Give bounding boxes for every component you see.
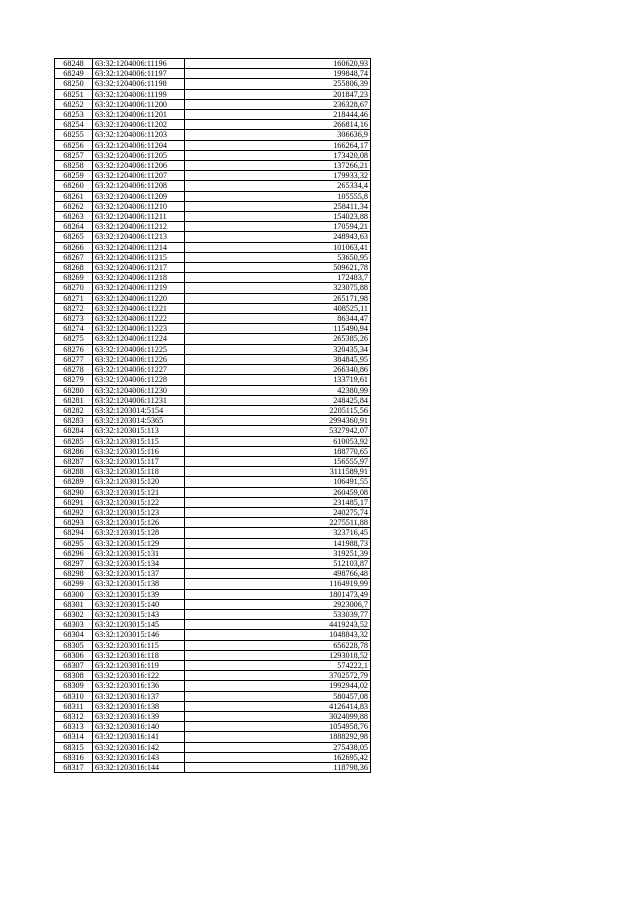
- row-number-cell: 68271: [55, 293, 93, 303]
- cadastral-number-cell: 63:32:1203016:138: [93, 701, 185, 711]
- value-cell: 265171,98: [185, 293, 371, 303]
- cadastral-number-cell: 63:32:1203015:131: [93, 548, 185, 558]
- cadastral-number-cell: 63:32:1204006:11215: [93, 252, 185, 262]
- table-row: [55, 518, 371, 528]
- value-cell: 1054958,76: [185, 722, 371, 732]
- row-number-cell: 68269: [55, 273, 93, 283]
- row-number-cell: 68307: [55, 660, 93, 670]
- table-row: [55, 324, 371, 334]
- cadastral-number-cell: 63:32:1204006:11203: [93, 130, 185, 140]
- table-row: [55, 263, 371, 273]
- row-number-cell: 68248: [55, 59, 93, 69]
- row-number-cell: 68283: [55, 416, 93, 426]
- value-cell: 4419243,52: [185, 620, 371, 630]
- cadastral-number-cell: 63:32:1203016:122: [93, 671, 185, 681]
- cadastral-number-cell: 63:32:1204006:11225: [93, 344, 185, 354]
- value-cell: 574222,1: [185, 660, 371, 670]
- cadastral-number-cell: 63:32:1204006:11210: [93, 201, 185, 211]
- cadastral-number-cell: 63:32:1204006:11204: [93, 140, 185, 150]
- cadastral-number-cell: 63:32:1203015:146: [93, 630, 185, 640]
- value-cell: 105555,8: [185, 191, 371, 201]
- cadastral-number-cell: 63:32:1204006:11200: [93, 99, 185, 109]
- cadastral-number-cell: 63:32:1203016:136: [93, 681, 185, 691]
- row-number-cell: 68268: [55, 263, 93, 273]
- value-cell: 3024099,88: [185, 712, 371, 722]
- value-cell: 266340,86: [185, 365, 371, 375]
- table-row: [55, 232, 371, 242]
- row-number-cell: 68249: [55, 69, 93, 79]
- cadastral-number-cell: 63:32:1203016:142: [93, 742, 185, 752]
- row-number-cell: 68280: [55, 385, 93, 395]
- row-number-cell: 68291: [55, 497, 93, 507]
- value-cell: 533039,77: [185, 609, 371, 619]
- value-cell: 53650,95: [185, 252, 371, 262]
- value-cell: 231485,17: [185, 497, 371, 507]
- cadastral-number-cell: 63:32:1203016:119: [93, 660, 185, 670]
- table-row: [55, 558, 371, 568]
- cadastral-number-cell: 63:32:1204006:11213: [93, 232, 185, 242]
- cadastral-number-cell: 63:32:1203015:134: [93, 558, 185, 568]
- value-cell: 265334,4: [185, 181, 371, 191]
- value-cell: 248425,84: [185, 395, 371, 405]
- cadastral-number-cell: 63:32:1203015:126: [93, 518, 185, 528]
- row-number-cell: 68278: [55, 365, 93, 375]
- row-number-cell: 68265: [55, 232, 93, 242]
- value-cell: 101063,41: [185, 242, 371, 252]
- table-row: [55, 395, 371, 405]
- value-cell: 255806,39: [185, 79, 371, 89]
- data-table: [54, 58, 371, 773]
- row-number-cell: 68279: [55, 375, 93, 385]
- table-row: [55, 691, 371, 701]
- row-number-cell: 68263: [55, 212, 93, 222]
- table-row: [55, 579, 371, 589]
- value-cell: 199848,74: [185, 69, 371, 79]
- row-number-cell: 68293: [55, 518, 93, 528]
- table-row: [55, 763, 371, 773]
- value-cell: 320435,34: [185, 344, 371, 354]
- table-row: [55, 354, 371, 364]
- cadastral-number-cell: 63:32:1204006:11224: [93, 334, 185, 344]
- cadastral-number-cell: 63:32:1203015:122: [93, 497, 185, 507]
- value-cell: 179933,32: [185, 171, 371, 181]
- table-row: [55, 273, 371, 283]
- cadastral-number-cell: 63:32:1204006:11211: [93, 212, 185, 222]
- value-cell: 498766,48: [185, 569, 371, 579]
- cadastral-number-cell: 63:32:1204006:11230: [93, 385, 185, 395]
- value-cell: 2923006,7: [185, 599, 371, 609]
- cadastral-number-cell: 63:32:1204006:11202: [93, 120, 185, 130]
- row-number-cell: 68286: [55, 446, 93, 456]
- table-row: [55, 385, 371, 395]
- row-number-cell: 68288: [55, 467, 93, 477]
- cadastral-number-cell: 63:32:1203015:113: [93, 426, 185, 436]
- cadastral-number-cell: 63:32:1204006:11196: [93, 59, 185, 69]
- table-row: [55, 293, 371, 303]
- row-number-cell: 68317: [55, 763, 93, 773]
- cadastral-number-cell: 63:32:1204006:11219: [93, 283, 185, 293]
- row-number-cell: 68285: [55, 436, 93, 446]
- value-cell: 2205115,56: [185, 405, 371, 415]
- value-cell: 2275511,88: [185, 518, 371, 528]
- row-number-cell: 68308: [55, 671, 93, 681]
- value-cell: 258411,34: [185, 201, 371, 211]
- cadastral-number-cell: 63:32:1204006:11214: [93, 242, 185, 252]
- table-row: [55, 671, 371, 681]
- row-number-cell: 68297: [55, 558, 93, 568]
- value-cell: 1164919,99: [185, 579, 371, 589]
- cadastral-number-cell: 63:32:1203016:137: [93, 691, 185, 701]
- table-row: [55, 650, 371, 660]
- row-number-cell: 68270: [55, 283, 93, 293]
- row-number-cell: 68295: [55, 538, 93, 548]
- table-row: [55, 283, 371, 293]
- cadastral-number-cell: 63:32:1203016:118: [93, 650, 185, 660]
- table-row: [55, 630, 371, 640]
- value-cell: 162695,42: [185, 752, 371, 762]
- row-number-cell: 68281: [55, 395, 93, 405]
- value-cell: 106491,55: [185, 477, 371, 487]
- table-row: [55, 732, 371, 742]
- cadastral-number-cell: 63:32:1203016:139: [93, 712, 185, 722]
- table-row: [55, 130, 371, 140]
- table-row: [55, 609, 371, 619]
- value-cell: 306636,9: [185, 130, 371, 140]
- value-cell: 408525,11: [185, 303, 371, 313]
- cadastral-number-cell: 63:32:1204006:11231: [93, 395, 185, 405]
- row-number-cell: 68276: [55, 344, 93, 354]
- row-number-cell: 68316: [55, 752, 93, 762]
- table-row: [55, 446, 371, 456]
- value-cell: 1992944,02: [185, 681, 371, 691]
- table-row: [55, 314, 371, 324]
- table-row: [55, 252, 371, 262]
- row-number-cell: 68272: [55, 303, 93, 313]
- cadastral-number-cell: 63:32:1204006:11220: [93, 293, 185, 303]
- table-row: [55, 150, 371, 160]
- cadastral-number-cell: 63:32:1203015:137: [93, 569, 185, 579]
- value-cell: 1293018,52: [185, 650, 371, 660]
- cadastral-number-cell: 63:32:1204006:11209: [93, 191, 185, 201]
- row-number-cell: 68312: [55, 712, 93, 722]
- row-number-cell: 68315: [55, 742, 93, 752]
- value-cell: 115490,94: [185, 324, 371, 334]
- cadastral-number-cell: 63:32:1203015:128: [93, 528, 185, 538]
- cadastral-number-cell: 63:32:1203016:143: [93, 752, 185, 762]
- value-cell: 3702572,79: [185, 671, 371, 681]
- table-row: [55, 528, 371, 538]
- row-number-cell: 68282: [55, 405, 93, 415]
- row-number-cell: 68253: [55, 110, 93, 120]
- table-row: [55, 660, 371, 670]
- value-cell: 580457,08: [185, 691, 371, 701]
- table-row: [55, 477, 371, 487]
- cadastral-number-cell: 63:32:1204006:11227: [93, 365, 185, 375]
- table-row: [55, 497, 371, 507]
- row-number-cell: 68314: [55, 732, 93, 742]
- table-row: [55, 712, 371, 722]
- cadastral-number-cell: 63:32:1203016:144: [93, 763, 185, 773]
- table-row: [55, 436, 371, 446]
- value-cell: 141988,73: [185, 538, 371, 548]
- table-row: [55, 365, 371, 375]
- value-cell: 201847,23: [185, 89, 371, 99]
- cadastral-number-cell: 63:32:1203016:141: [93, 732, 185, 742]
- row-number-cell: 68256: [55, 140, 93, 150]
- row-number-cell: 68284: [55, 426, 93, 436]
- cadastral-number-cell: 63:32:1204006:11207: [93, 171, 185, 181]
- table-row: [55, 742, 371, 752]
- row-number-cell: 68302: [55, 609, 93, 619]
- cadastral-number-cell: 63:32:1203015:145: [93, 620, 185, 630]
- cadastral-number-cell: 63:32:1204006:11208: [93, 181, 185, 191]
- table-row: [55, 640, 371, 650]
- table-row: [55, 171, 371, 181]
- row-number-cell: 68289: [55, 477, 93, 487]
- table-row: [55, 589, 371, 599]
- table-row: [55, 548, 371, 558]
- table-row: [55, 344, 371, 354]
- row-number-cell: 68274: [55, 324, 93, 334]
- cadastral-number-cell: 63:32:1204006:11228: [93, 375, 185, 385]
- table-row: [55, 59, 371, 69]
- row-number-cell: 68299: [55, 579, 93, 589]
- table-row: [55, 201, 371, 211]
- value-cell: 133719,61: [185, 375, 371, 385]
- value-cell: 172483,7: [185, 273, 371, 283]
- table-row: [55, 242, 371, 252]
- cadastral-number-cell: 63:32:1204006:11199: [93, 89, 185, 99]
- value-cell: 218444,46: [185, 110, 371, 120]
- table-row: [55, 569, 371, 579]
- row-number-cell: 68294: [55, 528, 93, 538]
- value-cell: 42380,99: [185, 385, 371, 395]
- row-number-cell: 68310: [55, 691, 93, 701]
- cadastral-number-cell: 63:32:1203015:123: [93, 507, 185, 517]
- row-number-cell: 68287: [55, 456, 93, 466]
- cadastral-number-cell: 63:32:1203015:118: [93, 467, 185, 477]
- value-cell: 240275,74: [185, 507, 371, 517]
- cadastral-number-cell: 63:32:1204006:11198: [93, 79, 185, 89]
- row-number-cell: 68255: [55, 130, 93, 140]
- value-cell: 154023,88: [185, 212, 371, 222]
- cadastral-number-cell: 63:32:1203015:129: [93, 538, 185, 548]
- cadastral-number-cell: 63:32:1203015:121: [93, 487, 185, 497]
- row-number-cell: 68304: [55, 630, 93, 640]
- cadastral-number-cell: 63:32:1203015:143: [93, 609, 185, 619]
- table-row: [55, 416, 371, 426]
- value-cell: 188770,65: [185, 446, 371, 456]
- table-row: [55, 507, 371, 517]
- row-number-cell: 68309: [55, 681, 93, 691]
- cadastral-number-cell: 63:32:1203015:120: [93, 477, 185, 487]
- value-cell: 170594,21: [185, 222, 371, 232]
- value-cell: 5327942,07: [185, 426, 371, 436]
- table-row: [55, 487, 371, 497]
- row-number-cell: 68264: [55, 222, 93, 232]
- cadastral-number-cell: 63:32:1203014:5154: [93, 405, 185, 415]
- row-number-cell: 68303: [55, 620, 93, 630]
- cadastral-number-cell: 63:32:1203015:116: [93, 446, 185, 456]
- value-cell: 509621,78: [185, 263, 371, 273]
- cadastral-number-cell: 63:32:1203015:117: [93, 456, 185, 466]
- cadastral-number-cell: 63:32:1204006:11223: [93, 324, 185, 334]
- value-cell: 137266,21: [185, 161, 371, 171]
- table-row: [55, 120, 371, 130]
- cadastral-number-cell: 63:32:1203015:139: [93, 589, 185, 599]
- cadastral-number-cell: 63:32:1204006:11206: [93, 161, 185, 171]
- cadastral-number-cell: 63:32:1204006:11217: [93, 263, 185, 273]
- value-cell: 266814,16: [185, 120, 371, 130]
- row-number-cell: 68313: [55, 722, 93, 732]
- value-cell: 265385,26: [185, 334, 371, 344]
- cadastral-number-cell: 63:32:1204006:11201: [93, 110, 185, 120]
- value-cell: 118798,36: [185, 763, 371, 773]
- value-cell: 1048843,32: [185, 630, 371, 640]
- cadastral-number-cell: 63:32:1203015:138: [93, 579, 185, 589]
- table-row: [55, 456, 371, 466]
- table-row: [55, 161, 371, 171]
- value-cell: 323075,88: [185, 283, 371, 293]
- row-number-cell: 68290: [55, 487, 93, 497]
- cadastral-number-cell: 63:32:1203015:115: [93, 436, 185, 446]
- row-number-cell: 68258: [55, 161, 93, 171]
- row-number-cell: 68260: [55, 181, 93, 191]
- cadastral-number-cell: 63:32:1204006:11222: [93, 314, 185, 324]
- table-row: [55, 69, 371, 79]
- row-number-cell: 68250: [55, 79, 93, 89]
- row-number-cell: 68298: [55, 569, 93, 579]
- row-number-cell: 68301: [55, 599, 93, 609]
- value-cell: 86344,47: [185, 314, 371, 324]
- table-row: [55, 620, 371, 630]
- row-number-cell: 68292: [55, 507, 93, 517]
- table-row: [55, 375, 371, 385]
- value-cell: 166264,17: [185, 140, 371, 150]
- value-cell: 160620,93: [185, 59, 371, 69]
- row-number-cell: 68252: [55, 99, 93, 109]
- row-number-cell: 68306: [55, 650, 93, 660]
- table-row: [55, 99, 371, 109]
- table-row: [55, 426, 371, 436]
- value-cell: 3111589,91: [185, 467, 371, 477]
- value-cell: 156555,97: [185, 456, 371, 466]
- value-cell: 2994360,91: [185, 416, 371, 426]
- table-row: [55, 538, 371, 548]
- row-number-cell: 68296: [55, 548, 93, 558]
- value-cell: 610053,92: [185, 436, 371, 446]
- table-row: [55, 191, 371, 201]
- row-number-cell: 68261: [55, 191, 93, 201]
- table-row: [55, 222, 371, 232]
- table-row: [55, 140, 371, 150]
- value-cell: 4126414,83: [185, 701, 371, 711]
- row-number-cell: 68251: [55, 89, 93, 99]
- cadastral-number-cell: 63:32:1203015:140: [93, 599, 185, 609]
- row-number-cell: 68275: [55, 334, 93, 344]
- row-number-cell: 68267: [55, 252, 93, 262]
- row-number-cell: 68277: [55, 354, 93, 364]
- value-cell: 512103,87: [185, 558, 371, 568]
- value-cell: 260459,08: [185, 487, 371, 497]
- table-row: [55, 303, 371, 313]
- table-row: [55, 722, 371, 732]
- value-cell: 236328,67: [185, 99, 371, 109]
- value-cell: 1801473,49: [185, 589, 371, 599]
- row-number-cell: 68266: [55, 242, 93, 252]
- value-cell: 323716,45: [185, 528, 371, 538]
- table-row: [55, 212, 371, 222]
- value-cell: 248943,63: [185, 232, 371, 242]
- table-row: [55, 110, 371, 120]
- row-number-cell: 68254: [55, 120, 93, 130]
- value-cell: 656228,78: [185, 640, 371, 650]
- cadastral-number-cell: 63:32:1203014:5365: [93, 416, 185, 426]
- cadastral-number-cell: 63:32:1204006:11205: [93, 150, 185, 160]
- value-cell: 1888292,98: [185, 732, 371, 742]
- row-number-cell: 68300: [55, 589, 93, 599]
- table-row: [55, 89, 371, 99]
- table-row: [55, 181, 371, 191]
- row-number-cell: 68273: [55, 314, 93, 324]
- table-body: [55, 59, 371, 773]
- row-number-cell: 68262: [55, 201, 93, 211]
- row-number-cell: 68259: [55, 171, 93, 181]
- table-row: [55, 79, 371, 89]
- value-cell: 275438,05: [185, 742, 371, 752]
- row-number-cell: 68311: [55, 701, 93, 711]
- row-number-cell: 68305: [55, 640, 93, 650]
- table-row: [55, 334, 371, 344]
- table-row: [55, 467, 371, 477]
- table-row: [55, 405, 371, 415]
- table-row: [55, 599, 371, 609]
- table-row: [55, 681, 371, 691]
- cadastral-number-cell: 63:32:1203016:140: [93, 722, 185, 732]
- cadastral-number-cell: 63:32:1204006:11212: [93, 222, 185, 232]
- row-number-cell: 68257: [55, 150, 93, 160]
- cadastral-number-cell: 63:32:1204006:11197: [93, 69, 185, 79]
- value-cell: 173420,08: [185, 150, 371, 160]
- value-cell: 319251,39: [185, 548, 371, 558]
- cadastral-number-cell: 63:32:1204006:11221: [93, 303, 185, 313]
- table-row: [55, 701, 371, 711]
- cadastral-number-cell: 63:32:1203016:115: [93, 640, 185, 650]
- cadastral-number-cell: 63:32:1204006:11226: [93, 354, 185, 364]
- table-row: [55, 752, 371, 762]
- cadastral-number-cell: 63:32:1204006:11218: [93, 273, 185, 283]
- value-cell: 384845,95: [185, 354, 371, 364]
